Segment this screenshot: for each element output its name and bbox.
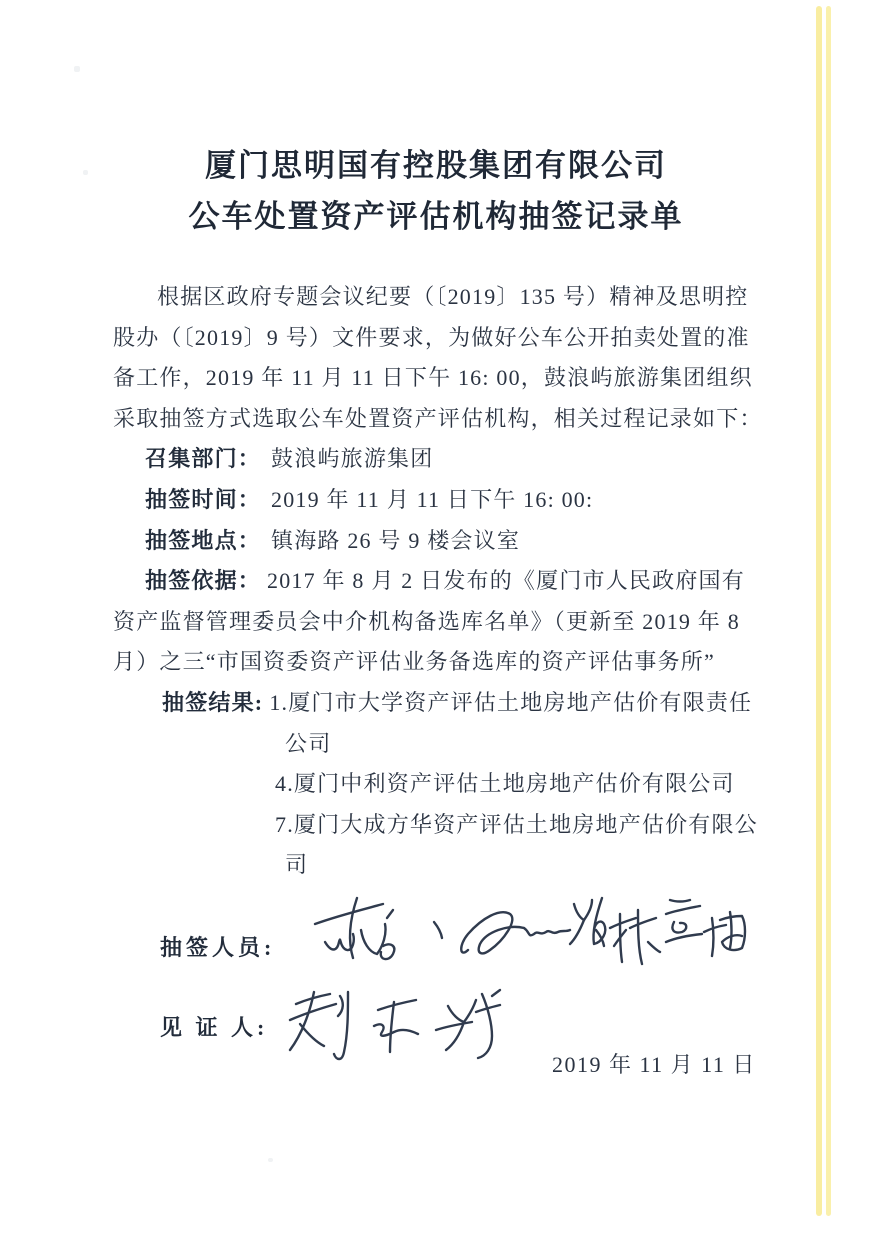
drawer-signature-2 [461,898,605,953]
result-line [113,683,781,724]
basis-label: 抽签依据： [145,568,262,594]
drawers-label: 抽签人员: [160,935,276,960]
field-label: 抽签时间： [145,486,262,512]
result-line: 司 [285,852,309,878]
handwritten-separator [434,922,442,938]
drawer-signature-1 [315,898,394,959]
witness-signature [290,990,500,1059]
result-line: 4.厦门中利资产评估土地房地产估价有限公司 [275,771,735,797]
document-body [113,277,781,886]
result-item-text: 1.厦门市大学资产评估土地房地产估价有限责任 [269,689,753,715]
intro-line: 采取抽签方式选取公车处置资产评估机构，相关过程记录如下： [113,405,763,431]
witness-label: 见 证 人: [160,1015,269,1040]
scan-speck [268,1158,273,1162]
basis-line [113,561,781,602]
basis-line: 资产监督管理委员会中介机构备选库名单》（更新至 2019 年 8 [113,608,740,634]
scan-speck [74,66,80,72]
intro-line: 备工作，2019 年 11 月 11 日下午 16: 00，鼓浪屿旅游集团组织 [113,365,753,391]
field-row-time [113,480,781,521]
basis-text: 2017 年 8 月 2 日发布的《厦门市人民政府国有 [267,568,745,594]
drawer-signature-3 [610,900,745,964]
intro-line: 根据区政府专题会议纪要（〔2019〕135 号）精神及思明控 [157,284,749,309]
result-line: 7.厦门大成方华资产评估土地房地产估价有限公 [275,811,758,837]
basis-line: 月）之三“市国资委资产评估业务备选库的资产评估事务所” [113,649,715,675]
result-label: 抽签结果: [162,689,264,715]
field-value: 鼓浪屿旅游集团 [271,446,434,472]
field-row-department [113,439,781,480]
field-label: 抽签地点： [145,527,262,553]
document-date: 2019 年 11 月 11 日 [552,1052,756,1077]
field-value: 2019 年 11 月 11 日下午 16: 00: [271,486,594,512]
scan-edge-stripe [816,6,833,1216]
field-value: 镇海路 26 号 9 楼会议室 [271,527,521,553]
field-label: 召集部门： [145,446,262,472]
scan-edge-band [816,6,822,1216]
field-row-location [113,521,781,562]
intro-line: 股办（〔2019〕9 号）文件要求，为做好公车公开拍卖处置的准 [113,324,750,350]
document-title-line-1: 厦门思明国有控股集团有限公司 [205,148,667,183]
document-title-line-2: 公车处置资产评估机构抽签记录单 [188,199,684,234]
result-line: 公司 [285,730,332,756]
scan-edge-band [826,6,831,1216]
